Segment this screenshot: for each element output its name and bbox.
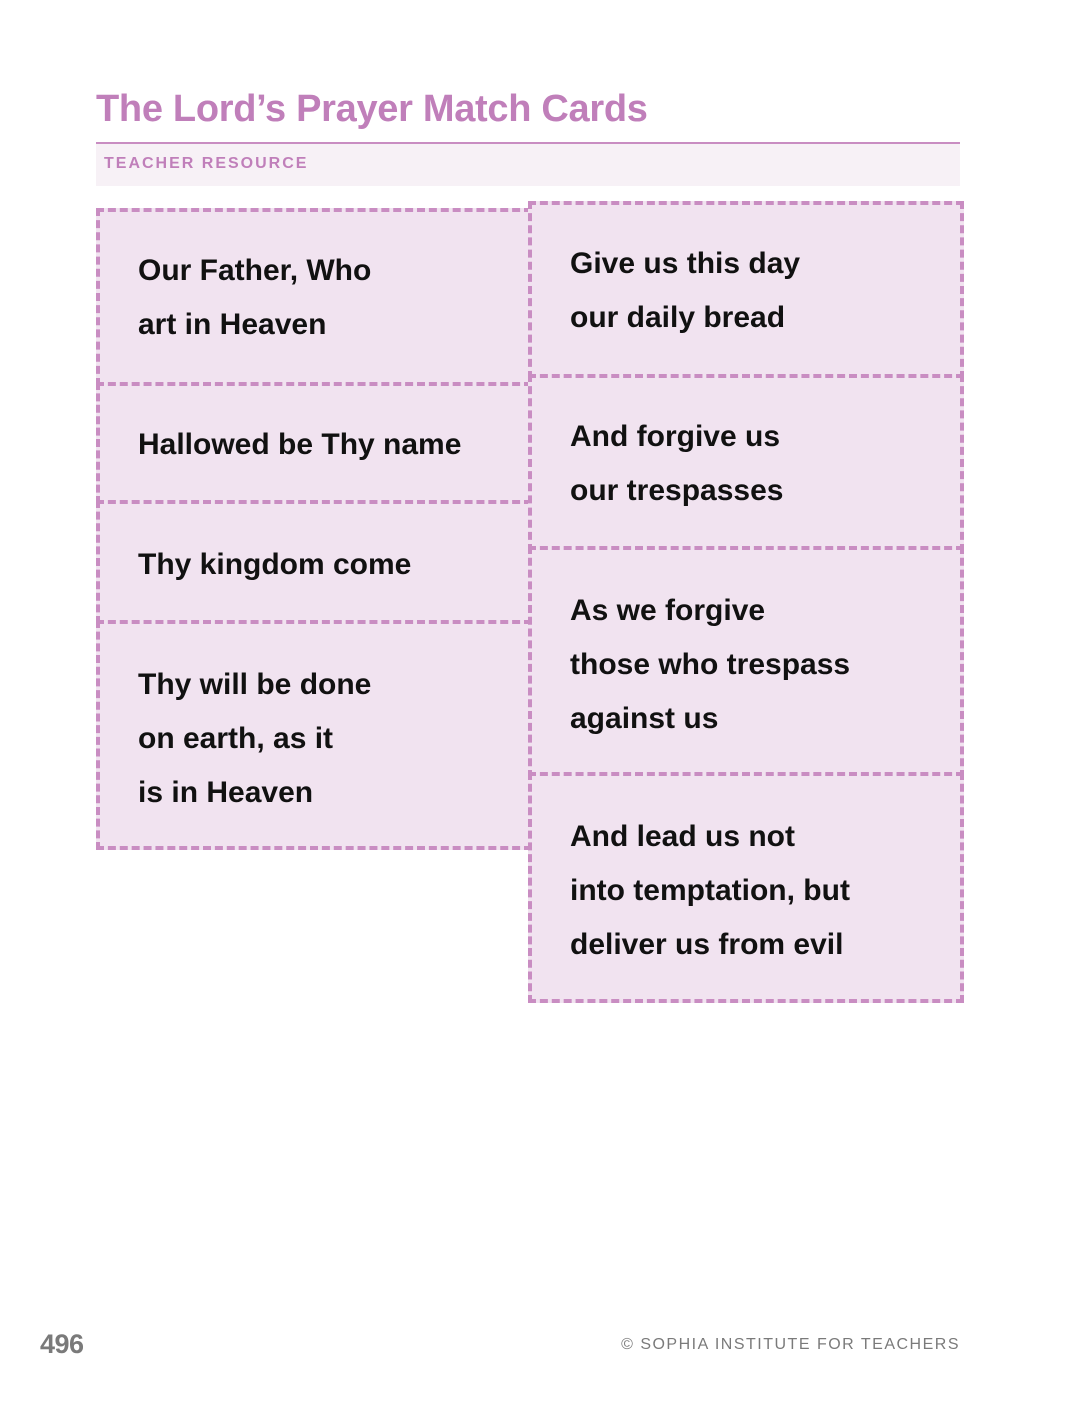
card-line: Thy will be done	[138, 668, 372, 701]
card-line: is in Heaven	[138, 776, 314, 809]
match-card[interactable]	[528, 374, 964, 552]
card-line: And forgive us	[570, 420, 781, 453]
card-line: Our Father, Who	[138, 254, 372, 287]
match-card[interactable]	[96, 500, 532, 624]
copyright-notice: © SOPHIA INSTITUTE FOR TEACHERS	[621, 1336, 960, 1353]
card-line: into temptation, but	[570, 874, 850, 907]
match-card[interactable]	[96, 382, 532, 504]
page-title: The Lord’s Prayer Match Cards	[96, 88, 648, 130]
match-card[interactable]	[528, 772, 964, 1003]
card-line: deliver us from evil	[570, 928, 844, 961]
card-line: those who trespass	[570, 648, 851, 681]
page-number: 496	[40, 1329, 84, 1359]
match-card[interactable]	[96, 208, 532, 386]
subtitle-band	[96, 144, 960, 186]
card-line: Thy kingdom come	[138, 548, 412, 581]
card-line: Hallowed be Thy name	[138, 428, 462, 461]
card-line: Give us this day	[570, 247, 801, 280]
card-line: art in Heaven	[138, 308, 327, 341]
card-line: against us	[570, 702, 719, 735]
card-line: And lead us not	[570, 820, 795, 853]
card-line: our daily bread	[570, 301, 786, 334]
match-card[interactable]	[528, 546, 964, 778]
page-subtitle: TEACHER RESOURCE	[104, 155, 309, 172]
match-card[interactable]	[528, 201, 964, 379]
card-line: our trespasses	[570, 474, 784, 507]
card-line: on earth, as it	[138, 722, 334, 755]
card-line: As we forgive	[570, 594, 766, 627]
match-card[interactable]	[96, 620, 532, 850]
